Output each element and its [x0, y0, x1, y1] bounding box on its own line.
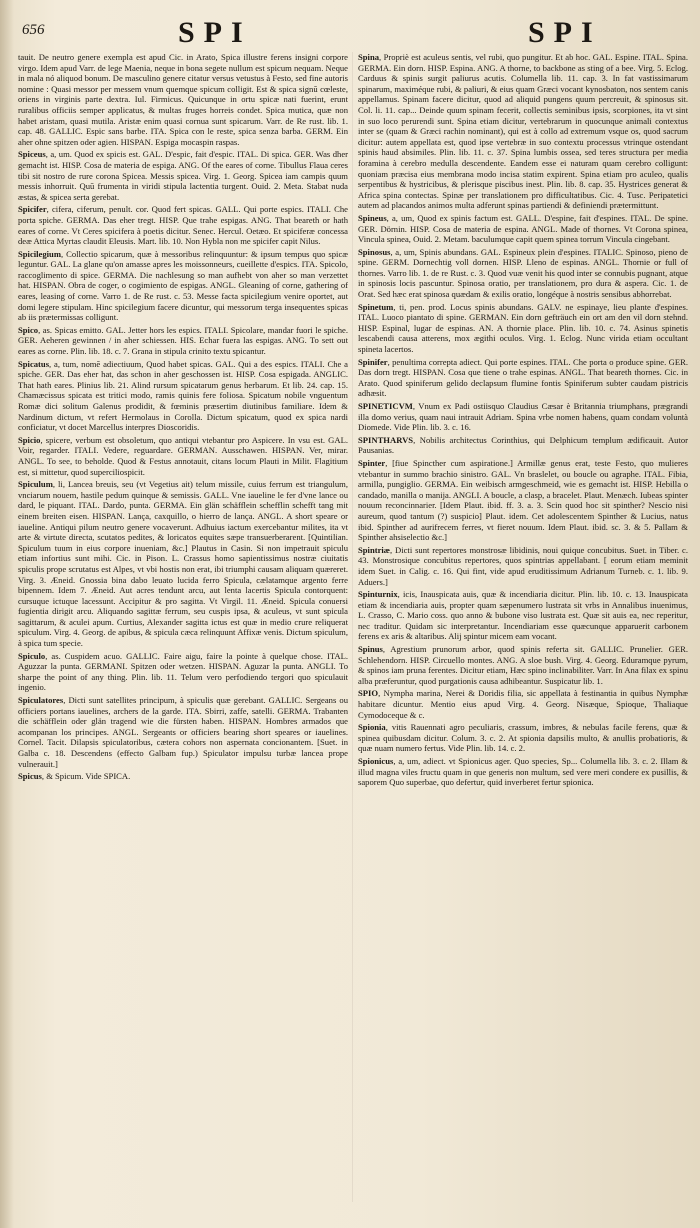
entry-text: , li, Lancea breuis, seu (vt Vegetius ait) telum missile, cuius ferrum est triangulum, vnciarum nouem, hastile pedum quinque & semissis. GALL. Vne iaueline le fer d'vne lance ou dard, le piquant. ITAL. Dardo, punta. GERMA. Ein glän schäfflein schefflin schefft tang mit einem breiten eisen. HISPAN. Lança, caxquillo, o hierro de lança. ANGL. A short speare or iaueline. Antiqui pilum neutro genere vocaverunt. Adhuius iactum exercebantur milites, ita vt arte & virtute directa, scutatos pedites, & loricatos equites sæpe transuerberarent. [Quintilian. Spiculum tuum in eius corpore inueniam, &c.] Plautus in Casin. Si non impetrauit spiculu etiam infortius sunt mihi. Cic. in Pison. L. Crassus homo sapientissimus nostræ ciuitatis spiculis prope scrutatus est Alpes, vt vbi hostis non erat, ibi triumphi causam aliquam quæreret. Virg. 3. Æneid. Gnossia bina dabo leuato lucida ferro Spicula, cælatamque argento ferre bipennem. Idem 7. Æneid. Aut acres tendunt arcu, aut lenta lacertis Spicula contorquent: cursuque ictuque lacessunt. Accipitur & pro sagitta. Vt Virgil. 11. Æneid. Spicula conuersi fugientia dirigit arcu. Aliquando sagittæ ferrum, seu cuspis ipsa, & aculeus, vt sunt spicula sagittarum, & aculei apum. Curtius, Alexander sagitta ictus est quæ in medio crure reliquerat spiculum. Virg. 4. Georg. de apibus, & spicula cæca relinquunt Affixæ venis. Dictum spiculum, à spica tum specie. [18, 479, 348, 649]
right-running-head: SPI [528, 16, 602, 49]
entry-text: , Agrestium prunorum arbor, quod spinis referta sit. GALLIC. Prunelier. GER. Schlehendorn. HISP. Circuello montes. ANG. A sloe bush. Virg. 4. Georg. Eduramque pyrum, & spinos iam pruna ferentes. Dicitur etiam, Hæc spino inclinabiliter. Varr. In Ana filax ex spinu alba præferuntur, quod purgationis causa adhibeantur. Suspicatur lib. 1. [358, 644, 688, 686]
entry-headword: Spicus [18, 771, 42, 782]
dictionary-entry [18, 695, 348, 769]
page-number: 656 [22, 22, 45, 38]
dictionary-entry [18, 52, 348, 147]
entry-headword: Spinosus [358, 246, 391, 257]
dictionary-entry [358, 644, 688, 686]
dictionary-entry [18, 435, 348, 477]
entry-text: , cifera, ciferum, penult. cor. Quod fert spicas. GALL. Qui porte espics. ITALI. Che porta spiche. GERMA. Das eher tregt. HISP. Que trahe espigas. ANG. That beareth or hath eares of corne. Vt Ceres spicifera à poetis dicitur. Senec. Hercul. Oetæo. Et spiciferæ concessa deæ Attica Myrtas claudit Eleusis. Mart. lib. 10. Non Hybla non me spicifer capit Nilus. [18, 204, 348, 247]
entry-text: , penultima correpta adiect. Qui porte espines. ITAL. Che porta o produce spine. GER. Das dorn tregt. HISPAN. Cosa que tiene o trahe espinas. ANGL. That beareth thornes. Cic. in Arato. Quod spiniferum gelido declapsum flumine fontis Spiniferum subter caudam pistricis adhæsit. [358, 356, 688, 399]
entry-text: , & Spicum. Vide SPICA. [41, 771, 131, 782]
left-column [18, 52, 348, 1220]
left-running-head: SPI [178, 16, 252, 49]
entry-text: , spicere, verbum est obsoletum, quo antiqui vtebantur pro Aspicere. In vsu est. GAL. Voir, regarder. ITALI. Vedere, reguardare. GERMAN. Ausschawen. HISPAN. Ver, mirar. ANGL. To see, to beholde. Quod & Festus annotauit, citans locum Plauti in Milit. Flagitium est, si mittetur, quod superciliospicit. [18, 434, 348, 477]
entry-headword: SPINETICVM [358, 401, 413, 411]
dictionary-entry [358, 545, 688, 587]
entry-text: , a, um, Spinis abundans. GAL. Espineux plein d'espines. ITALIC. Spinoso, pieno de spine. GERM. Dornechtig voll dornen. HISP. Lleno de espinas. ANGL. Thornie or full of thornes. Varro lib. 1. de re Rust. c. 3. Quod vuæ venit his quod inter se connubis pugnant, atque in spinosis locis pascuntur. Spinosa oratio, per translationem, pro dura & aspera. Cic. 1. de Orat. Sed hæc erat spinosa quædam & exilis oratio, longéque à nostris sensibus abhorrebat. [358, 246, 688, 300]
dictionary-entry [18, 359, 348, 433]
entry-headword: Spinter [358, 457, 386, 468]
dictionary-entry [18, 771, 348, 782]
column-divider [352, 52, 353, 1202]
entry-headword: Spiculum [18, 479, 53, 490]
entry-text: , Vnum ex Padi ostiisquo Claudius Cæsar è Britannia triumphans, prægrandi illa domo verius, quam naui intrauit Adriam. Spina vrbe nomen habens, quam condam voluntà Diomede. Vide Plin. lib. 3. c. 16. [358, 401, 688, 433]
dictionary-entry [358, 722, 688, 754]
entry-headword: Spinus [358, 644, 383, 655]
entry-headword: Spionia [358, 722, 386, 733]
entry-text: , a, um, Quod ex spinis factum est. GALL. D'espine, fait d'espines. ITAL. De spine. GER. Dörnin. HISP. Cosa de materia de espina. ANGL. Made of thornes. Vt Corona spinea, Vincula spinea, Ouid. 2. Metam. baculumque capit quem spinea torrum Vincula cingebant. [358, 212, 688, 245]
entry-text: , Dicti sunt repertores monstrosæ libidinis, noui quique concubitus. Suet. in Tiber. c. 43. Monstrosique concubitus repertores, quos spintrias appellabant. [ eorum etiam meminit idem Suet. in Calig. c. 16. Qui fint, vide apud eruditissimum Adrianum Turneb. c. 1. lib. 9. Aduers.] [358, 544, 688, 587]
running-head [18, 18, 688, 52]
entry-headword: SPINTHARVS [358, 434, 414, 445]
text-columns [18, 52, 688, 1220]
dictionary-entry [358, 247, 688, 300]
entry-headword: Spinifer [358, 356, 388, 367]
entry-headword: Spicilegium [18, 248, 61, 259]
dictionary-entry [358, 302, 688, 355]
dictionary-entry [18, 479, 348, 649]
entry-text: , Propriè est aculeus sentis, vel rubi, quo pungitur. Et ab hoc. GAL. Espine. ITAL. Spina. GERMA. Ein dorn. HISP. Espina. ANG. A thorne, to backbone as sting of a bee. Virg. 5. Eclog. Carduus & spinis surgit paliurus acutis. Columella lib. 11. cap. 3. In fat vastissimarum spinarum, maximéque rubi, & paliuri, & eius quam Græci vocant kynosbaton, nos sentem canis appellamus. Spinam facere dicitur, quod ad aliquid pungens quum percreuit, & spinosus sit. Col. li. 11. cap... Deinde quum spinam fecerit, collectis seminibus ipsis, scorpiones, ita vt sint in suo loco perurendi sunt. Spina etiam dicitur, vertebrarum in quocunque animali contextus inter se (quam & Græci rachin nominant), qui est à collo ad extremum vsque os, quod sacrum dicitur: autem appellata est, quod ipse vertebræ in suo contextu processus vtrinque ostendant spinis haud absimiles. Plin. lib. 11. c. 37. Spina lumbis ossea, sed teres structura per media foramina à cerebro medulla descendente. Eandem esse ei naturam quam cerebro colligunt: quoniam præcisa eius membrana modo incisa statim expirent. Spina etiam pro aculeo, qualis serpentibus & hystricibus, & plerisque piscibus inest. Plin. lib. 8. cap. 35. Hystrices generat & Africa spina contectas. Spinæ per translationem pro difficultatibus. Cic. 4. Tusc. Peripatetici autem ad placandos animos multa adferunt spinas partiendi & definiendi prætermittunt. [358, 52, 688, 211]
dictionary-entry [18, 204, 348, 246]
entry-text: , a, um. Quod ex spicis est. GAL. D'espic, fait d'espic. ITAL. Di spica. GER. Was dher gemacht ist. HISP. Cosa de materia de espiga. ANG. Of the eares of corne. Tibullus Flaua ceres tibi sit nostro de rure corona Spicea. Messis spicea. Virg. 1. Georg. Spicea iam campis quum messis inhorruit. Quū frumenta in viridi stipula lactentia turgent. Ouid. 2. Meta. Stabat nuda æstas, & spicea serta gerebat. [18, 149, 348, 202]
entry-text: , [fiue Spincther cum aspiratione.] Armillæ genus erat, teste Festo, quo mulieres vtebantur in summo brachio sinistro. GAL. Vn braslelet, ou boucle ou agraphe. ITAL. Fibia, armilla, pungiglio. GERMA. Ein weibisch armgeschmeid, wie es gemacht ist. HISP. Hebilla o candado, manilla o manija. ANGLI. A boucle, a clasp, a bracelet. Plaut. Menæch. Iubeas spinter nouum reconcinnarier. [Idem Plaut. ibid. ff. 3. a. 3. Scin quod hoc sit spinther? Nescio nisi aureum, quod tantum (?) suspicio] Plaut. idem. Cet adolescentem Spinther & Lucius, natus ibid. Spinther ad aurifrecem ferres, vt fieret nouum. Idem Plaut. ibid. sc. 3. & 5. Pallam & Spinther ahsiselectio &c.] [358, 457, 688, 543]
dictionary-entry [18, 651, 348, 693]
entry-headword: Spintriæ [358, 544, 390, 555]
entry-headword: Spico [18, 324, 39, 335]
entry-text: , ti, pen. prod. Locus spinis abundans. GALV. ne espinaye, lieu plante d'espines. ITAL. Luoco piantato di spine. GERMAN. Ein dorn gefträuch ein ort am den vil dorn stehnd. HISP. Espinal, lugar de espinas. AN. A thornie place. Plin. lib. 10. c. 74. Asinus spinetis lescabendi causa atterens, mox ægithi oculos. Virg. 1. Eclog. Nunc virida etiam occultant spineta lacertos. [358, 301, 688, 355]
dictionary-entry [358, 756, 688, 788]
entry-headword: SPIO [358, 688, 379, 699]
entry-text: , Nympha marina, Nerei & Doridis filia, sic appellata à festinantia in quibus Nymphæ habitare dicuntur. Mentio eius apud Virg. 4. Georg. Nisæque, Spioque, Thaliaque Cymodoceque & c. [358, 688, 688, 720]
dictionary-entry [358, 357, 688, 399]
entry-headword: Spiculo [18, 650, 46, 661]
entry-text: , a, tum, nomē adiectiuum, Quod habet spicas. GAL. Qui a des espics. ITALI. Che a spiche. GER. Das eher hat, das schon in aher geschossen ist. HISP. Cosa espigada. ANGLIC. That hath eares. Plinius lib. 21. Alind rursum spicatarum genus herbarum. Et lib. 24. cap. 15. Chamæcissus spicata est tritici modo, ramis quinis fere foliosa. Spicatum nobile vnguentum Romæ dici solitum Galenus prodidit, & fœminis præsertim diutinibus familiare. Idem & Nardinum dictum, vt refert Hermolaus in Corolla. Dictum spicatum, quod ex spica nardi conficiatur, vt docet Marcellus interpres Dioscoridis. [18, 358, 348, 433]
entry-text: , a, um, adiect. vt Spionicus ager. Quo species, Sp... Columella lib. 3. c. 2. Illam & illud magna viles fructu quam in que generis non multum, sed vere meri condere ex pusillis, & saporem Quo superbae, quo defertur, quid inverberet fertur spionica. [358, 756, 688, 788]
dictionary-entry [358, 52, 688, 211]
entry-text: , vitis Rauennati agro peculiaris, crassum, imbres, & nebulas facile ferens, quæ & spinea quibusdam dicitur. Colum. 3. c. 2. At spionia dapsilis multo, & anullis probatioris, & quæ nuam numero fertus. Vide Plin. lib. 14. c. 2. [358, 722, 688, 754]
entry-headword: Spinetum [358, 301, 394, 312]
entry-text: , icis, Inauspicata auis, quæ & incendiaria dicitur. Plin. lib. 10. c. 13. Inauspicata etiam & incendiaria auis, propter quam sæpenumero lustrata sit vrbs in Annalibus inuenimus, L. Crasso, C. Mario coss. quo anno & bubone viso lustrata est. Quæ sit auis ea, nec reperitur, nec traditur. Quidam sic interpretantur. Incendiariam esse quæcunque apparuerit carbonem ferens ex aris & altaribus. Alij spintur micem eam vocant. [358, 589, 688, 642]
entry-text: , as. Spicas emitto. GAL. Jetter hors les espics. ITALI. Spicolare, mandar fuori le spiche. GER. Aeheren gewinnen / in aher schiessen. HIS. Echar fuera las espigas. ANG. To sett out eares as corne. Plin. lib. 18. c. 7. Grana in stipula crinito textu spicantur. [18, 324, 348, 357]
entry-headword: Spionicus [358, 756, 394, 766]
entry-headword: Spiculatores [18, 695, 64, 706]
dictionary-entry [358, 435, 688, 456]
entry-text: , as. Cuspidem acuo. GALLIC. Faire aigu, faire la pointe à quelque chose. ITAL. Aguzzar la punta. GERMANI. Spitzen oder wetzen. HISPAN. Aguzar la punta. ANGLI. To sharpe the point of any thing. Plin. lib. 11. Telum vero perfodiendo tergori quo spiculauit ingenio. [18, 650, 348, 693]
dictionary-entry [18, 249, 348, 323]
entry-headword: Spineus [358, 212, 387, 223]
entry-headword: Spicatus [18, 358, 50, 369]
dictionary-entry [358, 688, 688, 720]
entry-headword: Spinturnix [358, 589, 398, 600]
dictionary-entry [18, 149, 348, 202]
entry-text: tauit. De neutro genere exempla est apud Cic. in Arato, Spica illustre ferens insigni corpore virgo. Idem apud Varr. de lege Maenia, neque in bona segete nullum est spicum nequam. Neque in mala nó aliquod bonum. De masculino genere citatur versus vetustus à Festo, sed fine autoris nomine : Quasi messor per messem vnum quemque spicum colligit. Est & spica signū cœleste, oriens in virginis parte dextra. Iul. Firmicus. Quicunque in ortu spicæ nati fuerint, erunt ruralibus officiis semper applicatus, & multas fruges horreis condet. Spica mutica, quæ non habet aristam, quasi mutila. Aristæ enim quasi cornua sunt spicarum. Varr. de Re rust. lib. 1. cap. 48. GALLIC. Espic sans barbe. ITA. Spica con le reste, spica senza barba. GERM. Ein aher ohne spitzen oder agien. HISPAN. Espiga mocaspin raspas. [18, 52, 348, 147]
page-gutter-shadow [0, 0, 14, 1228]
entry-headword: Spina [358, 52, 380, 62]
dictionary-entry [18, 325, 348, 357]
entry-text: , Dicti sunt satellites principum, à spiculis quæ gerebant. GALLIC. Sergeans ou officiers portans iauelines, archers de la garde. ITA. Sbirri, zaffe, satelli. GERMA. Trabanten die schäfflein oder glän tragend wie die fürsten haben. HISPAN. Hombres armados que acompanan los principes. ANGL. Sergeants or officiers bearing short speares or iauelines. Cornel. Tacit. Dilapsis spiculatoribus, cætera cohors non aspernata concionantem. [Suet. in Galba c. 18. Descendens (effecto Galbam fup.) Spiculator impulsu turbæ lancea prope vulnerauit.] [18, 695, 348, 769]
entry-text: , Collectio spicarum, quæ à messoribus relinquuntur: & ipsum tempus quo spicæ leguntur. GAL. La glane qu'on amasse apres les moissonneurs, cueillette d'espics. ITA. Spicolo, raccoglimento di spice. GERMA. Die nachlesung so man aufhebt von aher so man verzettet hat. HISPAN. Obra de coger, o cogimiento de espigas. ANGL. Gleaning of corne, gathering of eares, leasing of corne. Varro 1. de Re rust. c. 53. Messe facta spicilegium venire oportet, aut domi legere stipulam. Hinc spicilegium facere dicuntur, qui messorum terga insequentes spicas ab iis prætermissas colligunt. [18, 248, 348, 323]
right-column [358, 52, 688, 1220]
entry-headword: Spicifer [18, 204, 47, 215]
dictionary-entry [358, 589, 688, 642]
dictionary-entry [358, 458, 688, 543]
entry-headword: Spicio [18, 434, 41, 445]
dictionary-entry [358, 213, 688, 245]
dictionary-entry [358, 401, 688, 433]
entry-headword: Spiceus [18, 149, 46, 160]
entry-text: , Nobilis architectus Corinthius, qui Delphicum templum ædificauit. Autor Pausanias. [358, 434, 688, 456]
